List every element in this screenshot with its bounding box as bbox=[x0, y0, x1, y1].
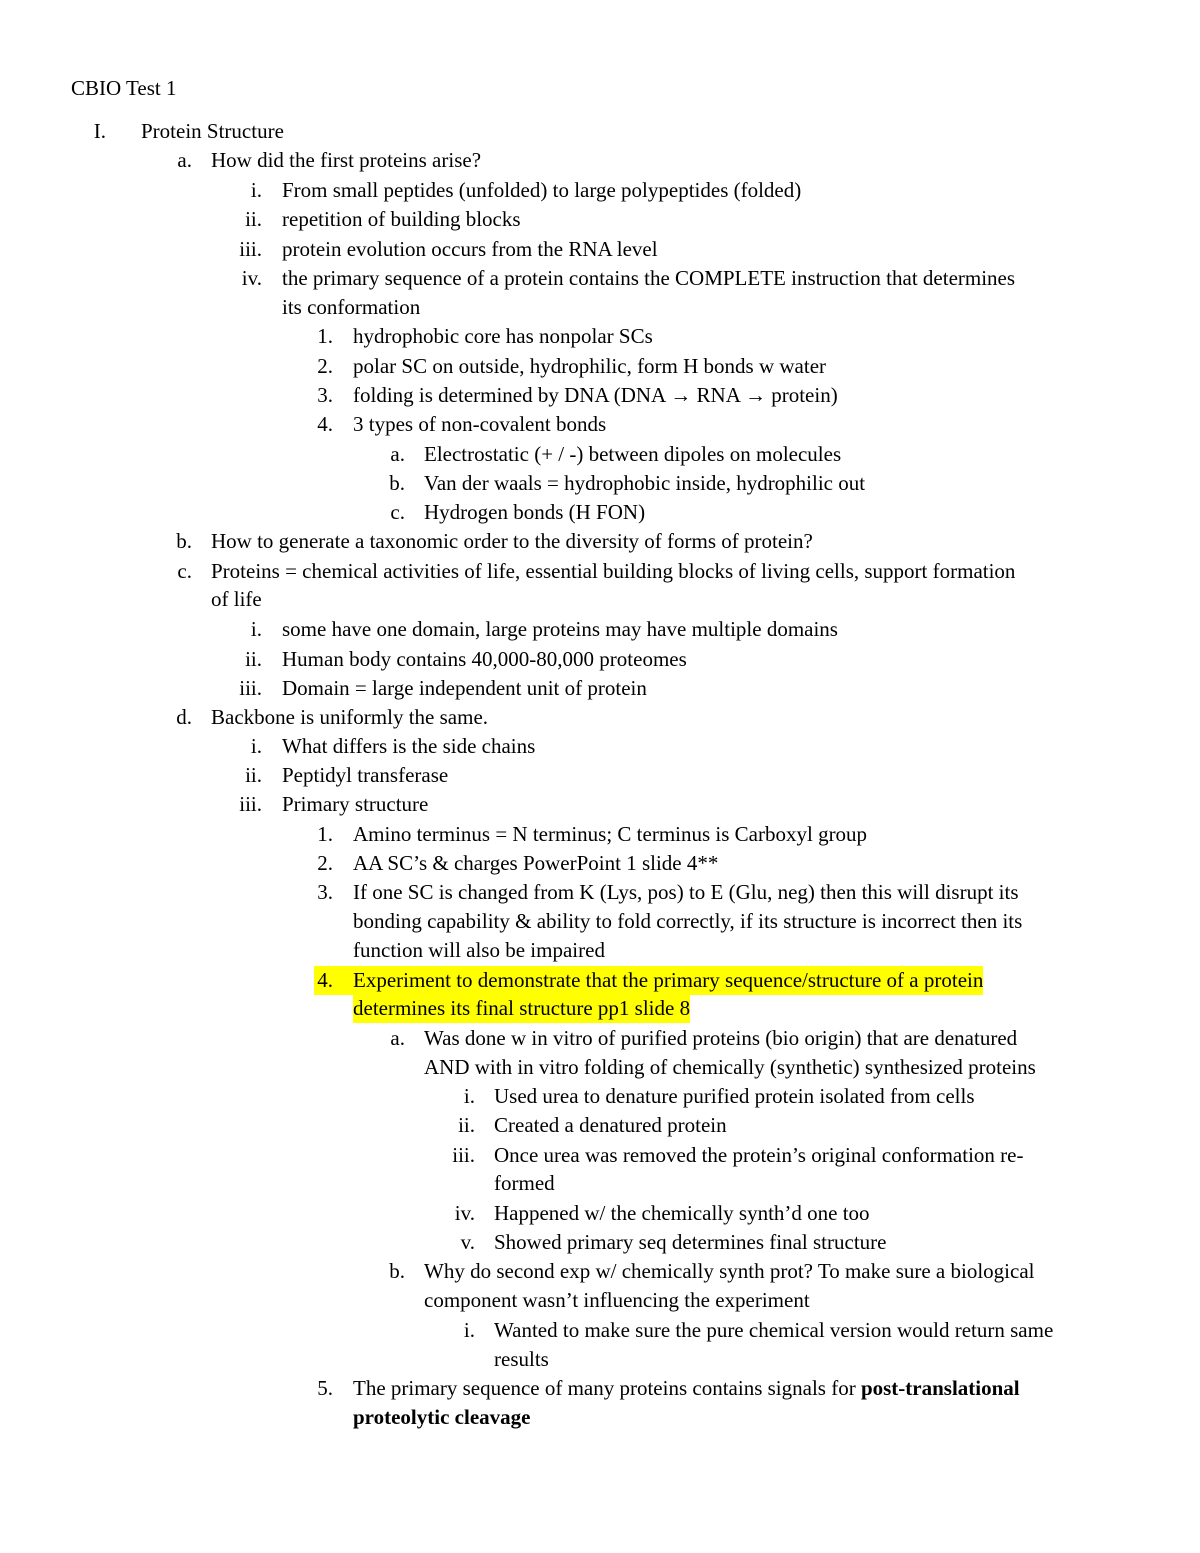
outline-label: c. bbox=[177, 559, 192, 583]
outline-item-plain: Created a denatured protein bbox=[494, 1113, 727, 1137]
outline-item-plain: Domain = large independent unit of protein bbox=[282, 676, 647, 700]
outline-item-text bbox=[141, 117, 284, 146]
outline-item-text bbox=[424, 440, 841, 469]
outline-item-plain: AA SC’s & charges PowerPoint 1 slide 4** bbox=[353, 851, 719, 875]
outline-item-text bbox=[424, 1053, 1036, 1082]
outline-item-text bbox=[282, 176, 801, 205]
outline-item-plain: Van der waals = hydrophobic inside, hydrophilic out bbox=[424, 471, 866, 495]
outline-item-text bbox=[494, 1169, 555, 1198]
outline-item-text bbox=[353, 410, 606, 439]
outline-item-text bbox=[353, 966, 983, 995]
outline-item-plain: Experiment to demonstrate that the primary sequence/structure of a protein bbox=[353, 968, 984, 992]
outline-label: iii. bbox=[239, 676, 262, 700]
outline-label: b. bbox=[389, 471, 405, 495]
outline-item-plain: determines its final structure pp1 slide 8 bbox=[353, 996, 691, 1020]
outline-label: v. bbox=[460, 1230, 475, 1254]
outline-item-plain: Backbone is uniformly the same. bbox=[211, 705, 489, 729]
outline-item-plain: Showed primary seq determines final structure bbox=[494, 1230, 887, 1254]
outline-item-text bbox=[211, 527, 813, 556]
outline-item-plain: repetition of building blocks bbox=[282, 207, 521, 231]
outline-item-plain: polar SC on outside, hydrophilic, form H bonds w water bbox=[353, 354, 827, 378]
outline-label: b. bbox=[389, 1259, 405, 1283]
outline-label: iv. bbox=[241, 266, 262, 290]
outline-item-text bbox=[282, 790, 428, 819]
outline-item-text bbox=[282, 615, 838, 644]
outline-item-plain: Peptidyl transferase bbox=[282, 763, 449, 787]
outline-item-text bbox=[353, 907, 1022, 936]
outline-item-text bbox=[282, 674, 647, 703]
outline-item-text bbox=[494, 1345, 549, 1374]
outline-label: 2. bbox=[317, 354, 333, 378]
outline-label: 3. bbox=[317, 880, 333, 904]
outline-label: i. bbox=[463, 1318, 475, 1342]
outline-item-plain: protein evolution occurs from the RNA level bbox=[282, 237, 658, 261]
document-title: CBIO Test 1 bbox=[71, 76, 177, 100]
outline-label: a. bbox=[390, 1026, 405, 1050]
outline-item-plain: Human body contains 40,000-80,000 proteomes bbox=[282, 647, 687, 671]
outline-item-text bbox=[494, 1141, 1023, 1170]
outline-label: iii. bbox=[452, 1143, 475, 1167]
outline-item-text bbox=[353, 878, 1019, 907]
outline-item-bold: post-translational bbox=[860, 1376, 1020, 1400]
outline-item-plain: its conformation bbox=[282, 295, 421, 319]
outline-label: iii. bbox=[239, 792, 262, 816]
outline-item-text bbox=[282, 645, 687, 674]
outline-item-text bbox=[494, 1316, 1053, 1345]
outline-item-plain: If one SC is changed from K (Lys, pos) to E (Glu, neg) then this will disrupt its bbox=[353, 880, 1019, 904]
outline-item-text bbox=[211, 557, 1015, 586]
outline-item-plain: bonding capability & ability to fold correctly, if its structure is incorrect then its bbox=[353, 909, 1023, 933]
outline-item-plain: Proteins = chemical activities of life, essential building blocks of living cells, support formation bbox=[211, 559, 1016, 583]
outline-item-text bbox=[282, 205, 521, 234]
outline-label: d. bbox=[176, 705, 192, 729]
outline-label: ii. bbox=[245, 207, 262, 231]
outline-item-text bbox=[353, 994, 690, 1023]
outline-item-plain: How to generate a taxonomic order to the diversity of forms of protein? bbox=[211, 529, 813, 553]
outline-label: ii. bbox=[245, 763, 262, 787]
outline-item-text bbox=[424, 1257, 1034, 1286]
outline-label: i. bbox=[250, 178, 262, 202]
outline-item-text bbox=[353, 352, 826, 381]
outline-item-plain: of life bbox=[211, 587, 262, 611]
outline-label: i. bbox=[250, 617, 262, 641]
outline-item-text bbox=[494, 1111, 727, 1140]
outline-label: 4. bbox=[314, 966, 353, 995]
outline-label: 4. bbox=[317, 412, 333, 436]
outline-item-text bbox=[353, 322, 653, 351]
outline-item-plain: What differs is the side chains bbox=[282, 734, 536, 758]
outline-item-text bbox=[424, 469, 865, 498]
outline-item-plain: hydrophobic core has nonpolar SCs bbox=[353, 324, 653, 348]
outline-label: 1. bbox=[317, 822, 333, 846]
outline-item-plain: some have one domain, large proteins may have multiple domains bbox=[282, 617, 838, 641]
outline-item-plain: Why do second exp w/ chemically synth prot? To make sure a biological bbox=[424, 1259, 1035, 1283]
outline-item-plain: Was done w in vitro of purified proteins (bio origin) that are denatured bbox=[424, 1026, 1018, 1050]
outline-item-plain: Once urea was removed the protein’s original conformation re- bbox=[494, 1143, 1024, 1167]
outline-label: 1. bbox=[317, 324, 333, 348]
outline-item-plain: How did the first proteins arise? bbox=[211, 148, 482, 172]
outline-label: iii. bbox=[239, 237, 262, 261]
outline-item-text bbox=[353, 1374, 1020, 1403]
outline-item-plain: Electrostatic (+ / -) between dipoles on molecules bbox=[424, 442, 842, 466]
outline-item-plain: From small peptides (unfolded) to large polypeptides (folded) bbox=[282, 178, 802, 202]
outline-item-text bbox=[211, 703, 488, 732]
outline-item-bold: proteolytic cleavage bbox=[353, 1405, 531, 1429]
outline-item-plain: Happened w/ the chemically synth’d one too bbox=[494, 1201, 870, 1225]
outline-item-plain: component wasn’t influencing the experiment bbox=[424, 1288, 810, 1312]
outline-item-text bbox=[494, 1082, 975, 1111]
outline-item-text bbox=[424, 1286, 810, 1315]
outline-item-plain: folding is determined by DNA (DNA → RNA → protein) bbox=[353, 383, 838, 407]
outline-item-plain: Protein Structure bbox=[141, 119, 284, 143]
outline-item-text bbox=[211, 146, 481, 175]
outline-item-plain: AND with in vitro folding of chemically (synthetic) synthesized proteins bbox=[424, 1055, 1036, 1079]
outline-item-text bbox=[353, 381, 838, 410]
outline-label: i. bbox=[463, 1084, 475, 1108]
outline-item-text bbox=[353, 820, 867, 849]
outline-item-text bbox=[353, 849, 718, 878]
outline-label: 3. bbox=[317, 383, 333, 407]
outline-item-plain: The primary sequence of many proteins contains signals for bbox=[353, 1376, 861, 1400]
outline-label: c. bbox=[390, 500, 405, 524]
outline-item-text bbox=[494, 1228, 886, 1257]
outline-label: a. bbox=[390, 442, 405, 466]
outline-item-plain: results bbox=[494, 1347, 549, 1371]
outline-label: iv. bbox=[454, 1201, 475, 1225]
outline-item-text bbox=[211, 585, 262, 614]
outline-label: i. bbox=[250, 734, 262, 758]
outline-item-plain: Wanted to make sure the pure chemical version would return same bbox=[494, 1318, 1054, 1342]
outline-label: a. bbox=[177, 148, 192, 172]
outline-label: 2. bbox=[317, 851, 333, 875]
outline-item-text bbox=[282, 761, 448, 790]
outline-item-text bbox=[282, 264, 1015, 293]
outline-item-plain: Hydrogen bonds (H FON) bbox=[424, 500, 646, 524]
outline-item-plain: Amino terminus = N terminus; C terminus is Carboxyl group bbox=[353, 822, 868, 846]
outline-item-text bbox=[282, 732, 535, 761]
outline-item-plain: the primary sequence of a protein contains the COMPLETE instruction that determines bbox=[282, 266, 1016, 290]
outline-item-plain: 3 types of non-covalent bonds bbox=[353, 412, 607, 436]
outline-label: ii. bbox=[458, 1113, 475, 1137]
outline-item-plain: Used urea to denature purified protein isolated from cells bbox=[494, 1084, 975, 1108]
outline-label: I. bbox=[93, 119, 106, 143]
outline-item-text bbox=[353, 1403, 530, 1432]
outline-label: ii. bbox=[245, 647, 262, 671]
outline-item-plain: formed bbox=[494, 1171, 555, 1195]
outline-item-text bbox=[424, 498, 645, 527]
outline-item-text bbox=[282, 235, 658, 264]
outline-label: b. bbox=[176, 529, 192, 553]
outline-item-plain: function will also be impaired bbox=[353, 938, 605, 962]
outline-item-plain: Primary structure bbox=[282, 792, 429, 816]
outline-label: 5. bbox=[317, 1376, 333, 1400]
outline-item-text bbox=[494, 1199, 870, 1228]
outline-item-text bbox=[424, 1024, 1017, 1053]
outline-item-text bbox=[353, 936, 605, 965]
outline-item-text bbox=[282, 293, 420, 322]
